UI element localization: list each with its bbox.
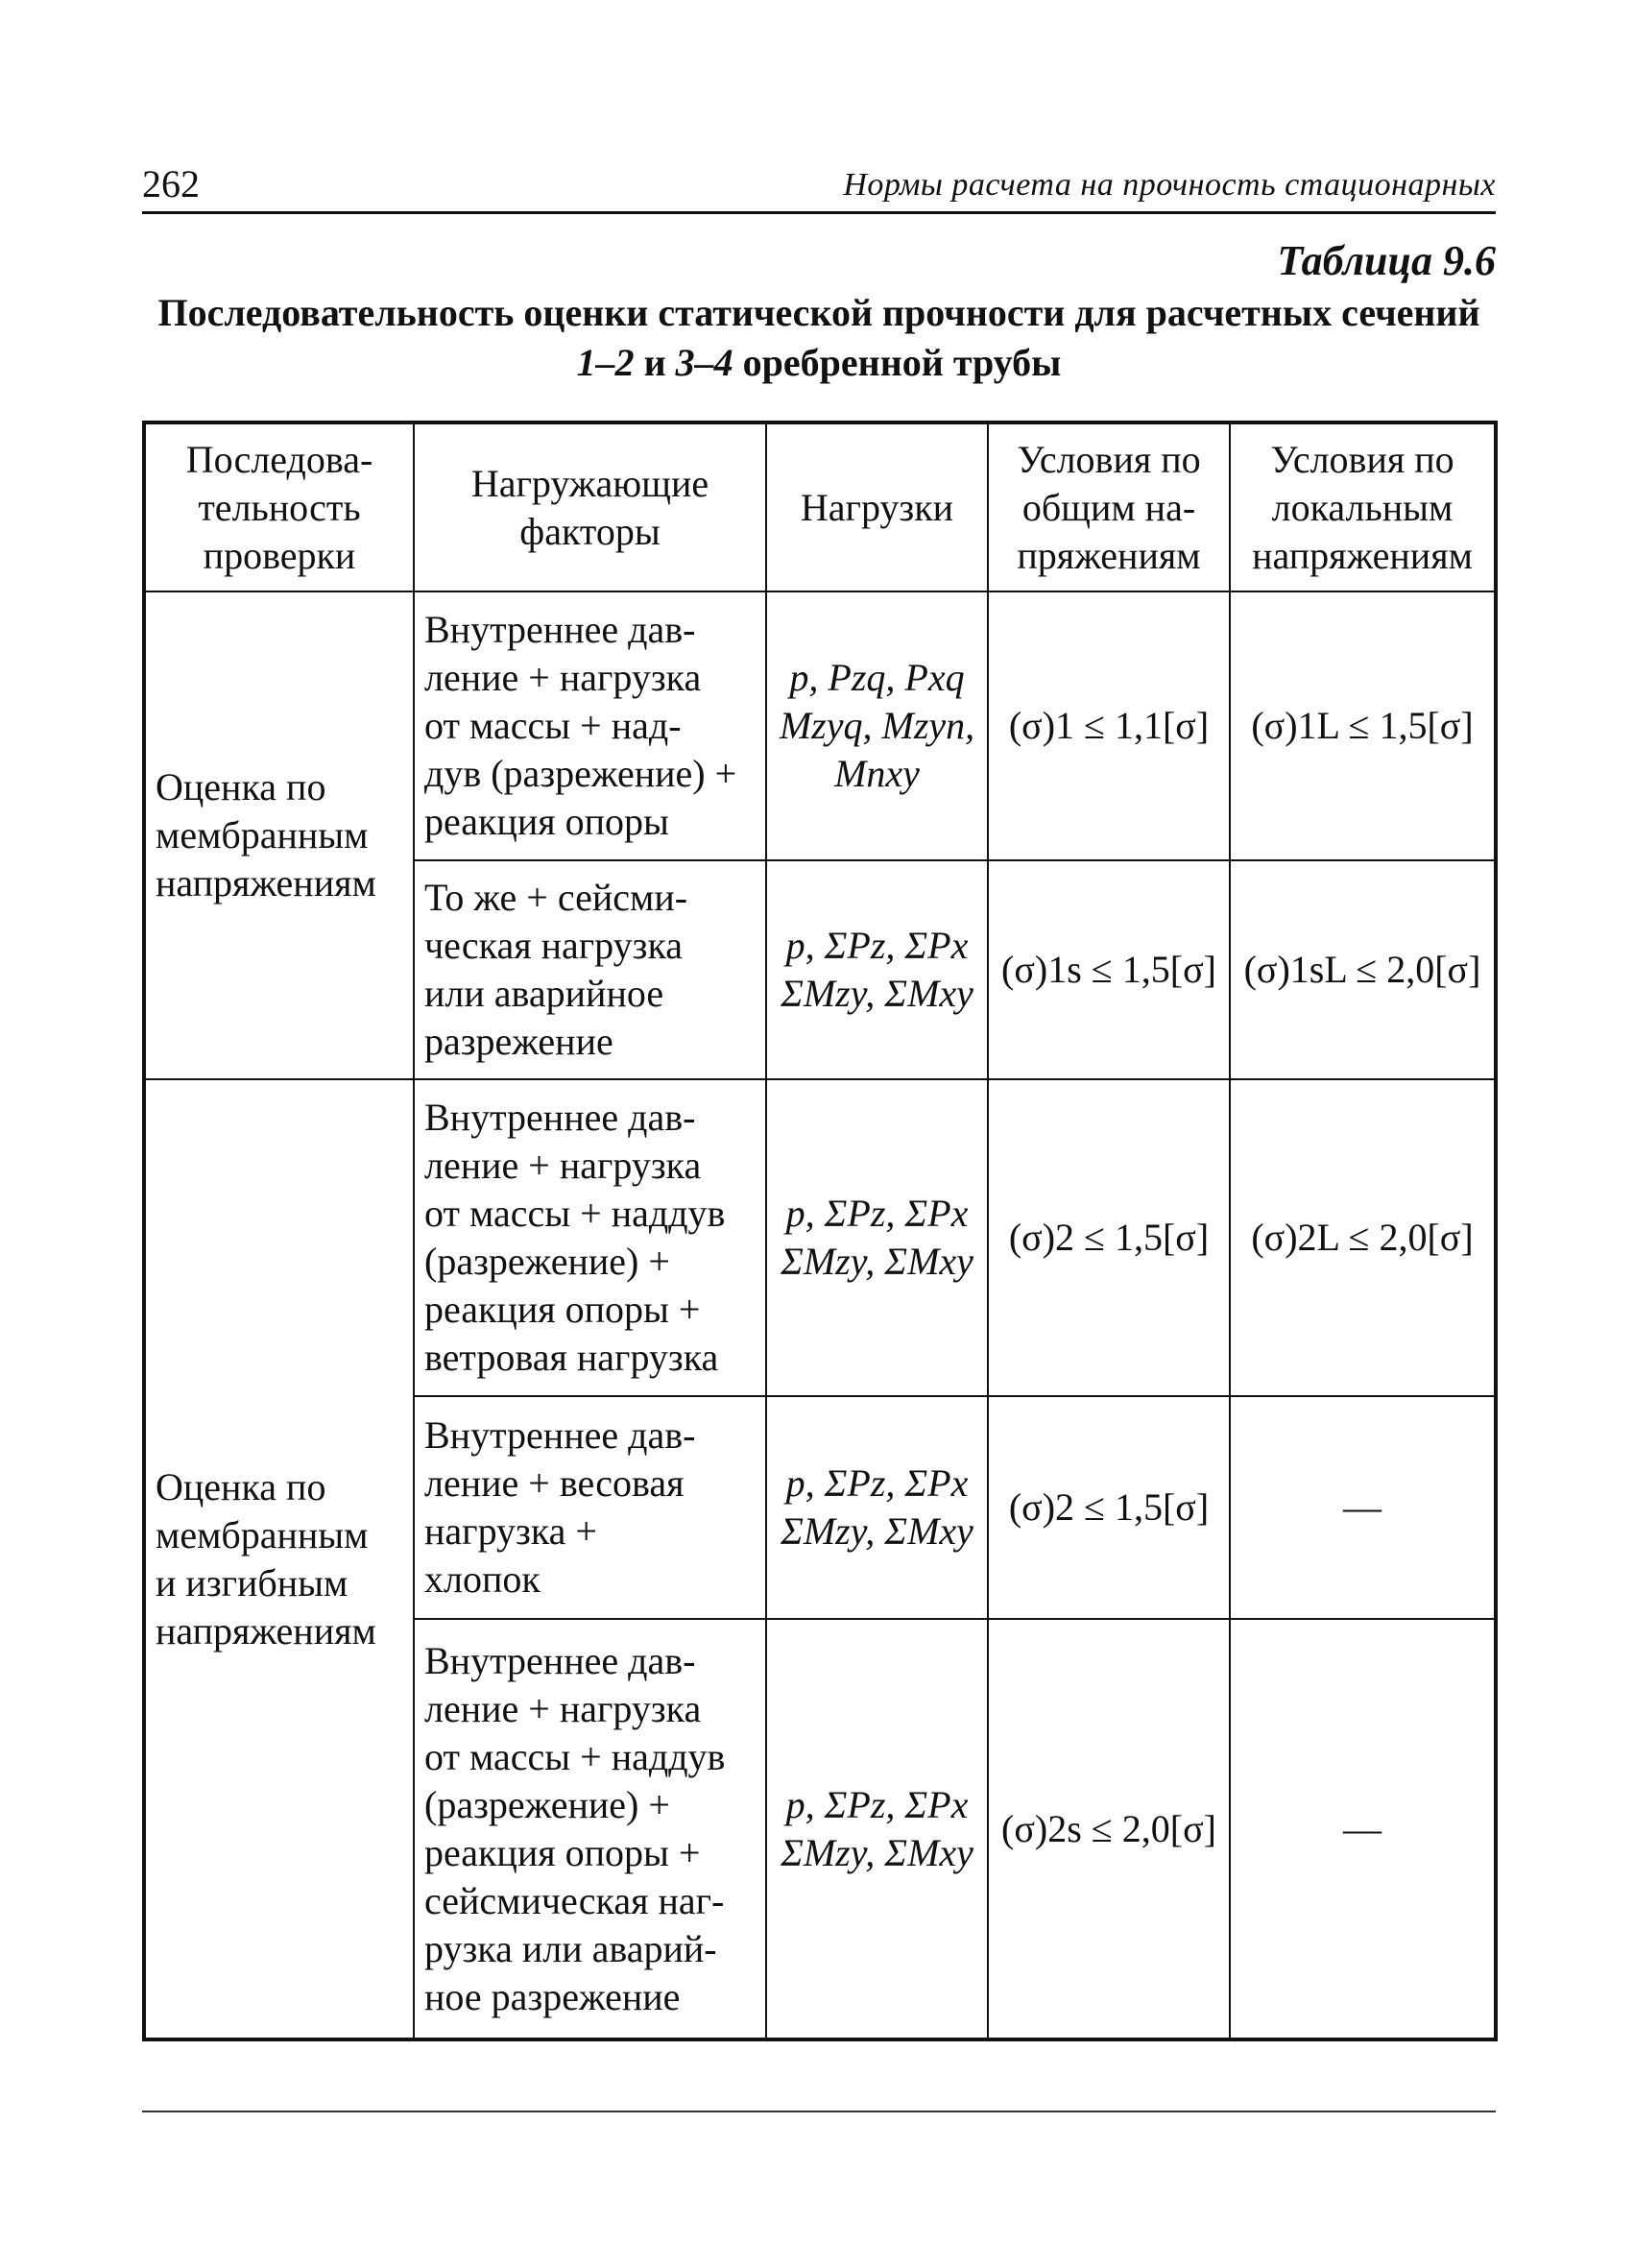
stage-cell: Оценка по мембранным напряжениям	[144, 591, 414, 1079]
general-condition-cell: (σ)2 ≤ 1,5[σ]	[988, 1396, 1230, 1619]
title-section-1: 1–2	[576, 341, 635, 384]
local-condition-cell: (σ)1L ≤ 1,5[σ]	[1230, 591, 1496, 860]
running-title: Нормы расчета на прочность стационарных	[843, 167, 1496, 203]
local-condition-cell: —	[1230, 1619, 1496, 2039]
title-text-1: Последовательность оценки статической прочности для расчетных сечений	[157, 291, 1480, 334]
general-condition-cell: (σ)2s ≤ 2,0[σ]	[988, 1619, 1230, 2039]
table-row	[144, 591, 1496, 860]
header-loads: Нагрузки	[766, 422, 988, 591]
loads-cell: p, ΣPz, ΣPx ΣMzy, ΣMxy	[766, 1619, 988, 2039]
factor-cell: То же + сейсми- ческая нагрузка или аварийное разрежение	[414, 860, 766, 1079]
general-condition-cell: (σ)1s ≤ 1,5[σ]	[988, 860, 1230, 1079]
local-condition-cell: —	[1230, 1396, 1496, 1619]
loads-cell: p, ΣPz, ΣPx ΣMzy, ΣMxy	[766, 860, 988, 1079]
factor-cell: Внутреннее дав- ление + нагрузка от массы + наддув (разрежение) + реакция опоры + ветровая нагрузка	[414, 1079, 766, 1396]
factor-cell: Внутреннее дав- ление + нагрузка от массы + наддув (разрежение) + реакция опоры + сейсмическая наг- рузка или аварий- ное разрежение	[414, 1619, 766, 2039]
table-header-row	[144, 422, 1496, 591]
bottom-rule	[142, 2111, 1496, 2112]
general-condition-cell: (σ)1 ≤ 1,1[σ]	[988, 591, 1230, 860]
local-condition-cell: (σ)2L ≤ 2,0[σ]	[1230, 1079, 1496, 1396]
local-condition-cell: (σ)1sL ≤ 2,0[σ]	[1230, 860, 1496, 1079]
page-number: 262	[142, 162, 200, 205]
loads-cell: p, ΣPz, ΣPx ΣMzy, ΣMxy	[766, 1079, 988, 1396]
running-head	[142, 161, 1496, 214]
header-local-conditions: Условия по локальным напряжениям	[1230, 422, 1496, 591]
loads-cell: p, Pzq, Pxq Mzyq, Mzyn, Mnxy	[766, 591, 988, 860]
stage-cell: Оценка по мембранным и изгибным напряжениям	[144, 1079, 414, 2039]
title-text-2: оребренной трубы	[733, 341, 1062, 384]
header-general-conditions: Условия по общим на- пряжениям	[988, 422, 1230, 591]
table-row	[144, 1079, 1496, 1396]
factor-cell: Внутреннее дав- ление + нагрузка от массы + над- дув (разрежение) + реакция опоры	[414, 591, 766, 860]
general-condition-cell: (σ)2 ≤ 1,5[σ]	[988, 1079, 1230, 1396]
strength-assessment-table	[142, 421, 1498, 2041]
header-factors: Нагружающие факторы	[414, 422, 766, 591]
loads-cell: p, ΣPz, ΣPx ΣMzy, ΣMxy	[766, 1396, 988, 1619]
title-section-2: 3–4	[675, 341, 733, 384]
title-and: и	[634, 341, 676, 384]
table-label: Таблица 9.6	[1277, 237, 1496, 284]
header-sequence: Последова- тельность проверки	[144, 422, 414, 591]
table-title	[142, 288, 1496, 388]
factor-cell: Внутреннее дав- ление + весовая нагрузка + хлопок	[414, 1396, 766, 1619]
